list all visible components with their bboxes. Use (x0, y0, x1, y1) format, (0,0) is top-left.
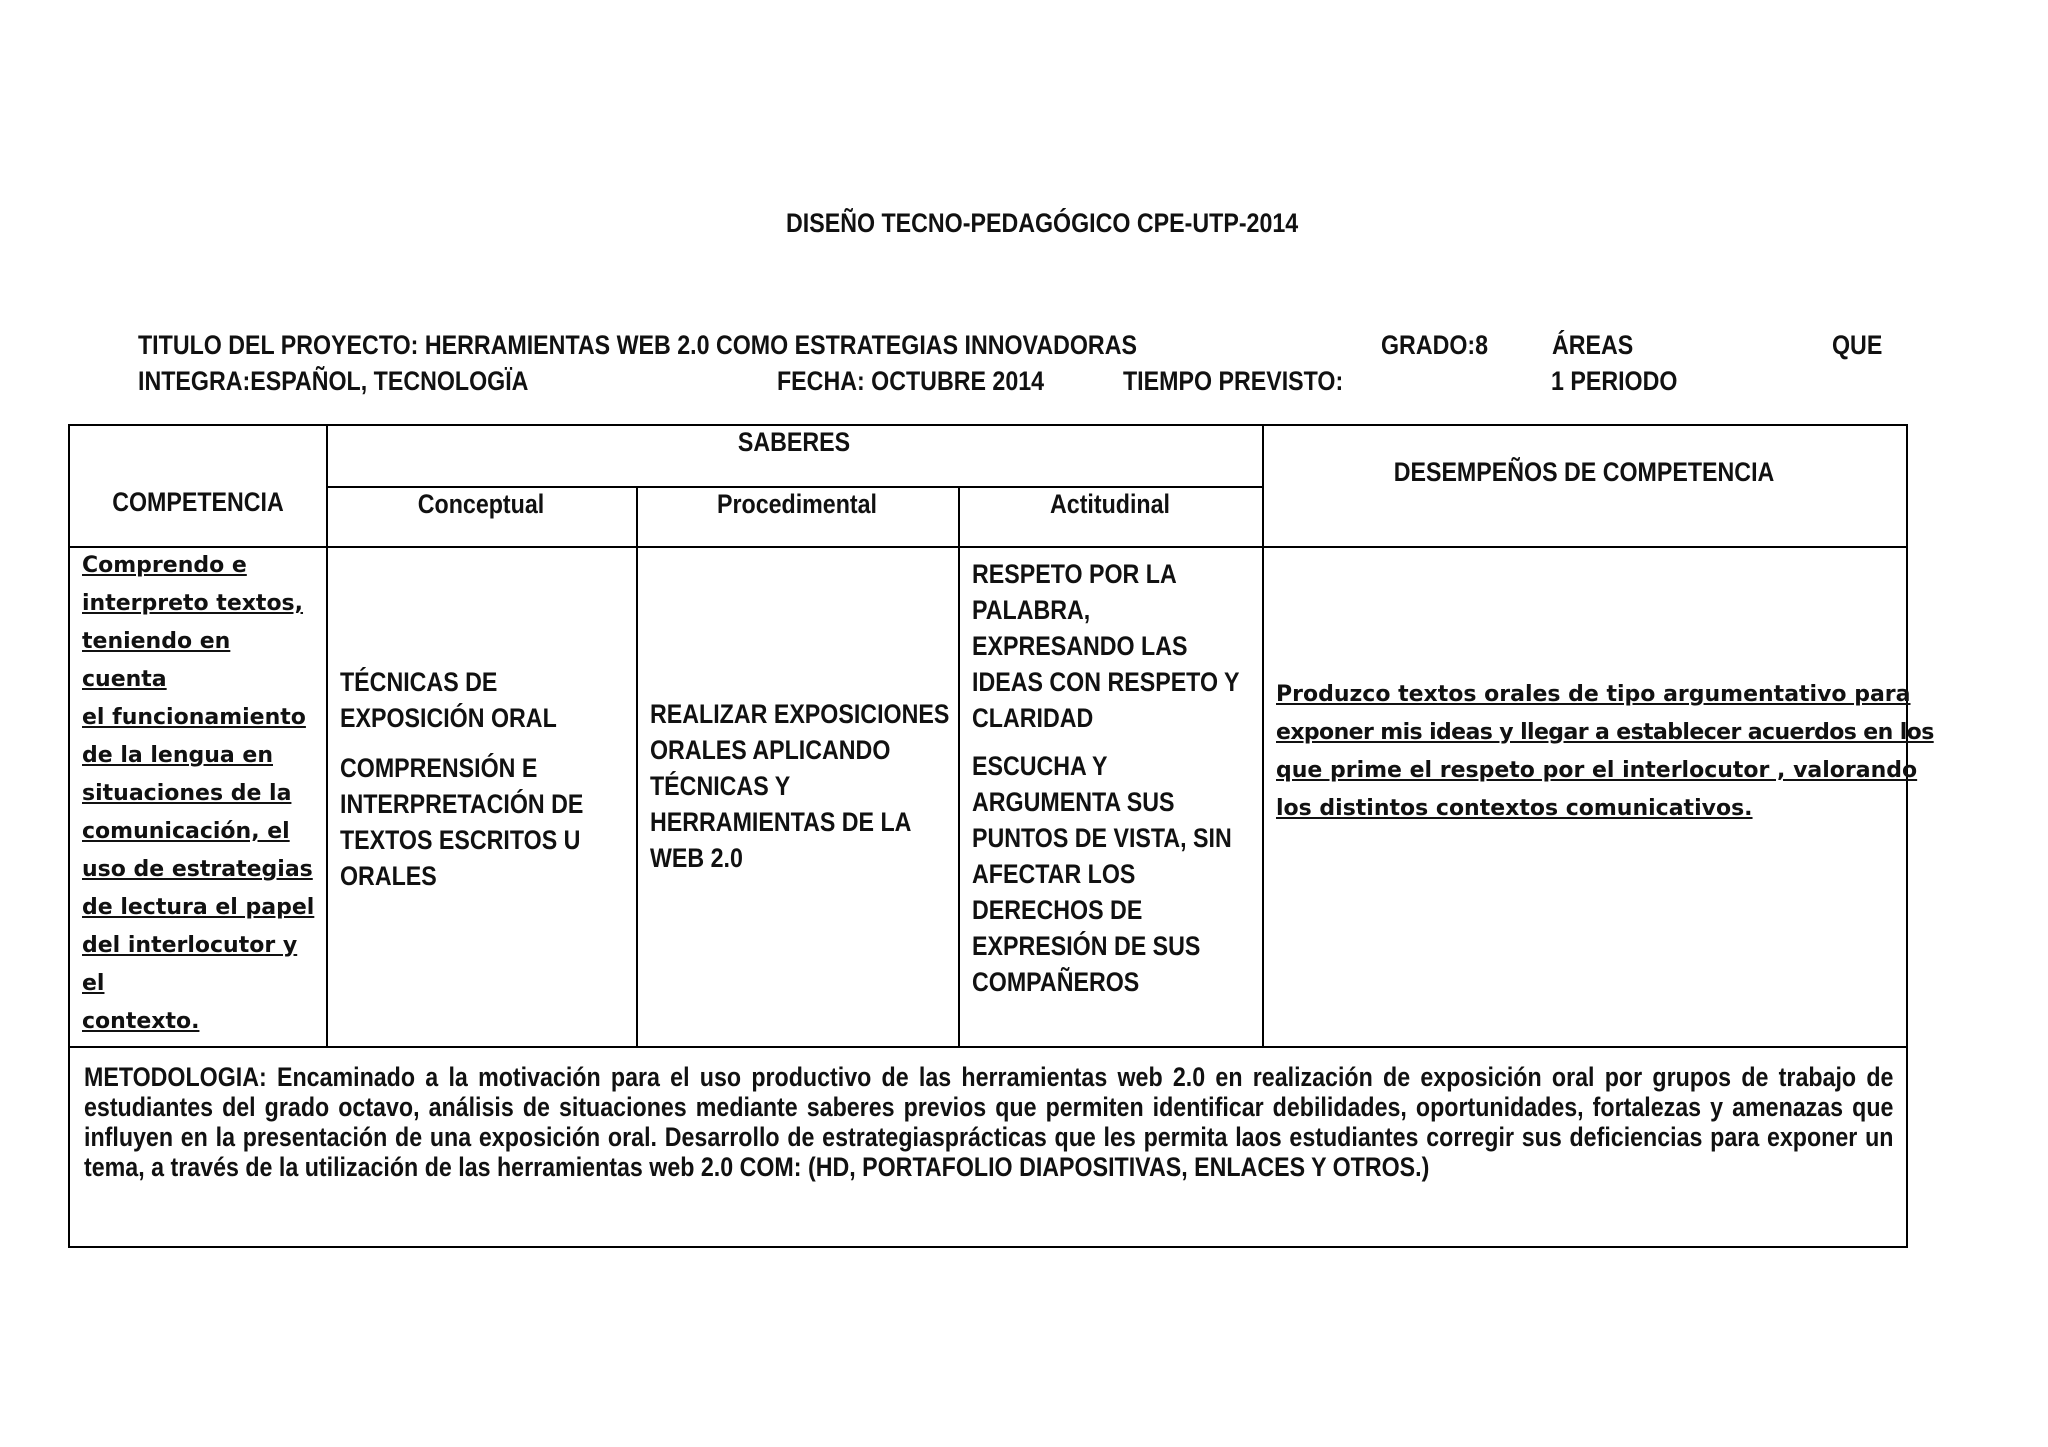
methodology-text: METODOLOGIA: Encaminado a la motivación para el uso productivo de las herramientas web 2.0 en realización de exposición oral por grupos de trabajo de estudiantes del grado octavo, análisis de situaciones mediante saberes previos que permiten identificar debilidades, oportunidades, fortalezas y amenazas que influyen en la presentación de una exposición oral. Desarrollo de estrategiasprácticas que les permita laos estudiantes corregir sus deficiencias para exponer un tema, a través de la utilización de las herramientas web 2.0 COM: (HD, PORTAFOLIO DIAPOSITIVAS, ENLACES Y OTROS.) (84, 1062, 1894, 1182)
actitudinal-line: DERECHOS DE (972, 895, 1143, 925)
header-conceptual: Conceptual (417, 489, 545, 519)
procedimental-line: HERRAMIENTAS DE LA (650, 807, 912, 837)
date-label: FECHA: OCTUBRE 2014 (777, 366, 1045, 396)
header-actitudinal: Actitudinal (1050, 489, 1170, 519)
project-title: TITULO DEL PROYECTO: HERRAMIENTAS WEB 2.0 COMO ESTRATEGIAS INNOVADORAS (138, 330, 1137, 360)
desempenos-line: que prime el respeto por el interlocutor , valorando (1276, 758, 1918, 783)
actitudinal-line: EXPRESANDO LAS (972, 631, 1188, 661)
competencia-line: contexto. (82, 1009, 200, 1034)
methodology-paragraph (84, 1062, 1894, 1182)
competencia-line: uso de estrategias (82, 857, 313, 882)
conceptual-line: COMPRENSIÓN E (340, 753, 538, 783)
actitudinal-line: EXPRESIÓN DE SUS (972, 931, 1201, 961)
row-divider (326, 486, 1262, 488)
period-label: 1 PERIODO (1551, 366, 1678, 396)
actitudinal-line: PALABRA, (972, 595, 1091, 625)
conceptual-line: ORALES (340, 861, 437, 891)
actitudinal-cell (972, 556, 1283, 1000)
desempenos-cell (1276, 676, 1934, 828)
competencia-line: de la lengua en (82, 743, 273, 768)
row-divider (70, 1046, 1906, 1048)
actitudinal-line: RESPETO POR LA (972, 559, 1177, 589)
procedimental-line: TÉCNICAS Y (650, 771, 791, 801)
actitudinal-line: CLARIDAD (972, 703, 1094, 733)
actitudinal-line: ESCUCHA Y (972, 751, 1108, 781)
header-procedimental: Procedimental (716, 489, 878, 519)
competencia-line: teniendo en cuenta (82, 629, 231, 692)
grade-label: GRADO:8 (1381, 330, 1489, 360)
header-saberes: SABERES (737, 427, 851, 457)
conceptual-line: TEXTOS ESCRITOS U (340, 825, 581, 855)
conceptual-cell (340, 664, 623, 894)
header-desempenos: DESEMPEÑOS DE COMPETENCIA (1393, 457, 1775, 487)
competencia-line: comunicación, el (82, 819, 290, 844)
column-divider (636, 486, 638, 1046)
actitudinal-line: PUNTOS DE VISTA, SIN (972, 823, 1232, 853)
que-label: QUE (1832, 330, 1883, 360)
row-divider (70, 546, 1906, 548)
column-divider (326, 426, 328, 1046)
desempenos-line: exponer mis ideas y llegar a establecer acuerdos en los (1276, 720, 1934, 745)
actitudinal-line: AFECTAR LOS (972, 859, 1136, 889)
competencia-line: del interlocutor y el (82, 933, 298, 996)
conceptual-line: EXPOSICIÓN ORAL (340, 703, 557, 733)
procedimental-line: WEB 2.0 (650, 843, 743, 873)
competencia-line: Comprendo e (82, 553, 247, 578)
header-competencia: COMPETENCIA (112, 487, 284, 517)
actitudinal-line: COMPAÑEROS (972, 967, 1140, 997)
competencia-line: de lectura el papel (82, 895, 315, 920)
expected-time-label: TIEMPO PREVISTO: (1123, 366, 1344, 396)
integra-label: INTEGRA:ESPAÑOL, TECNOLOGÏA (138, 366, 529, 396)
document-title: DISEÑO TECNO-PEDAGÓGICO CPE-UTP-2014 (786, 208, 1299, 238)
actitudinal-line: ARGUMENTA SUS (972, 787, 1175, 817)
desempenos-line: Produzco textos orales de tipo argumentativo para (1276, 682, 1911, 707)
competencia-cell (82, 547, 322, 1041)
competencia-line: el funcionamiento (82, 705, 306, 730)
competencia-line: interpreto textos, (82, 591, 304, 616)
actitudinal-line: IDEAS CON RESPETO Y (972, 667, 1240, 697)
procedimental-line: ORALES APLICANDO (650, 735, 891, 765)
procedimental-cell (650, 696, 998, 876)
procedimental-line: REALIZAR EXPOSICIONES (650, 699, 950, 729)
desempenos-line: los distintos contextos comunicativos. (1276, 796, 1753, 821)
conceptual-line: TÉCNICAS DE (340, 667, 498, 697)
areas-label: ÁREAS (1552, 330, 1634, 360)
conceptual-line: INTERPRETACIÓN DE (340, 789, 584, 819)
competencia-line: situaciones de la (82, 781, 292, 806)
competency-table (68, 424, 1934, 1248)
